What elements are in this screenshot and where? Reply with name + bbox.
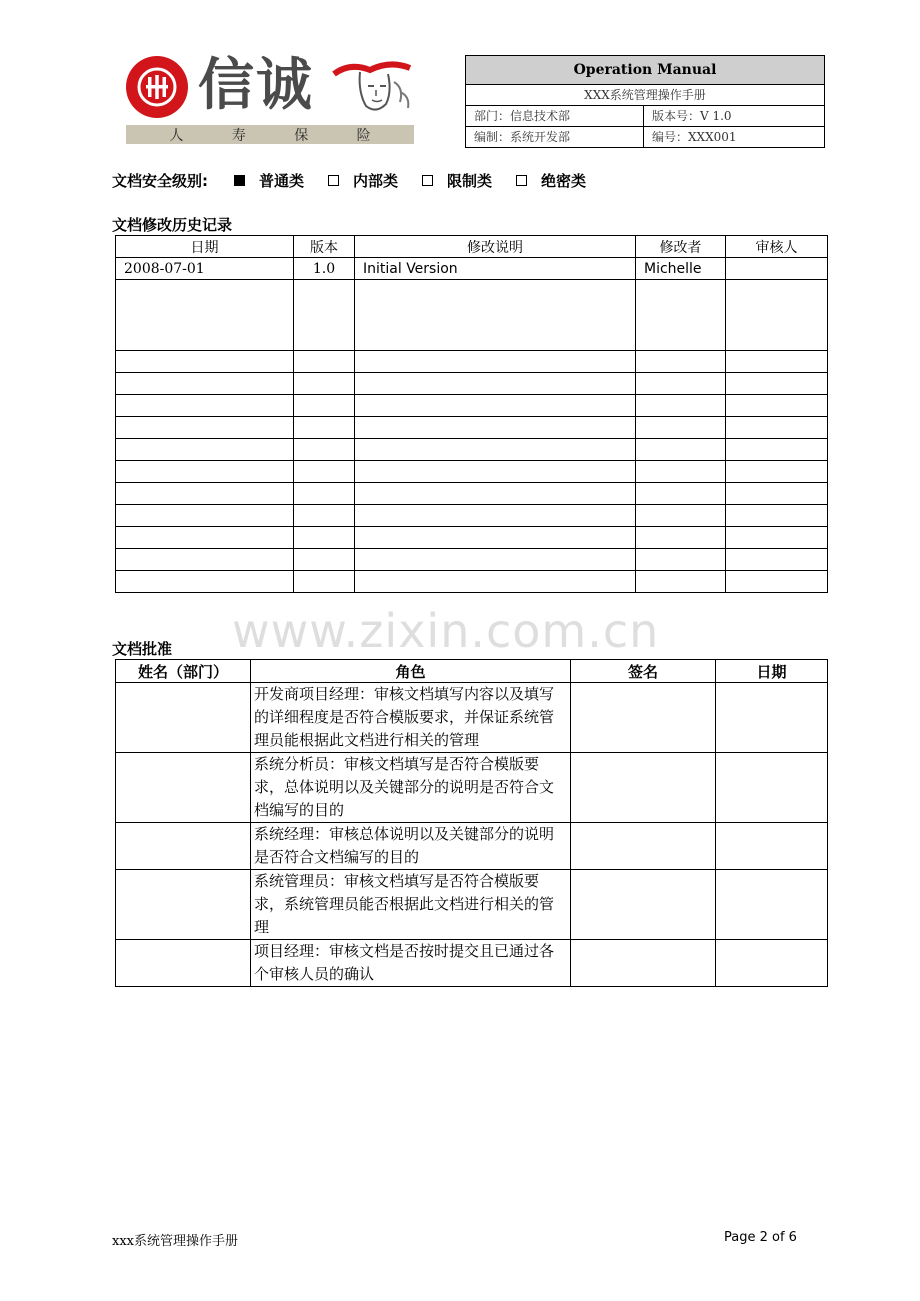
table-cell [116,373,294,395]
author-field: 编制：系统开发部 [466,127,644,147]
table-cell [726,395,828,417]
table-cell [116,549,294,571]
table-row-empty [116,417,828,439]
table-cell [116,483,294,505]
logo-figure-illustration [330,52,416,122]
table-row-empty [116,505,828,527]
doc-id-field: 编号：XXX001 [652,130,737,144]
col-header-date: 日期 [716,660,828,683]
table-row-empty [116,483,828,505]
table-cell [294,373,355,395]
table-cell [116,439,294,461]
table-cell [294,351,355,373]
table-cell [355,483,636,505]
table-cell [116,417,294,439]
table-cell [726,571,828,593]
table-row-empty [116,461,828,483]
cell-name [116,870,251,940]
watermark: www.zixin.com.cn [232,604,660,658]
cell-name [116,753,251,823]
table-cell [355,571,636,593]
table-cell [726,373,828,395]
security-option-normal[interactable] [234,170,304,191]
cell-role: 开发商项目经理：审核文档填写内容以及填写的详细程度是否符合模版要求，并保证系统管理员能根据此文档进行相关的管理 [251,683,571,753]
cell-description: Initial Version [355,258,636,280]
col-header-signature: 签名 [571,660,716,683]
table-cell [116,461,294,483]
table-row [116,823,828,870]
checkbox-checked-icon[interactable] [234,175,245,186]
table-row [116,753,828,823]
cell-date [716,940,828,987]
table-cell [636,439,726,461]
table-row-empty [116,395,828,417]
table-cell [294,483,355,505]
table-cell [636,395,726,417]
table-cell [636,549,726,571]
cell-date [716,870,828,940]
security-option-label: 限制类 [447,171,493,190]
col-header-date: 日期 [116,236,294,258]
cell-date [716,753,828,823]
header-info-box [465,55,825,148]
manual-title: Operation Manual [466,56,824,85]
security-level-label: 文档安全级别: [112,171,208,190]
company-logo-emblem [126,56,188,118]
table-cell [355,417,636,439]
table-cell [636,527,726,549]
security-level-row [112,170,610,190]
table-cell [355,461,636,483]
table-cell [294,461,355,483]
table-row-empty [116,571,828,593]
table-cell [726,505,828,527]
table-cell [294,549,355,571]
approval-table [115,659,828,987]
logo-subtitle-bar [126,125,414,144]
table-cell [726,527,828,549]
table-cell [294,417,355,439]
emblem-icon [134,67,180,107]
table-cell [355,395,636,417]
table-cell [726,439,828,461]
table-cell [636,571,726,593]
col-header-description: 修改说明 [355,236,636,258]
security-option-internal[interactable] [328,170,398,191]
revision-history-table [115,235,828,593]
doc-name: XXX系统管理操作手册 [584,88,706,102]
footer-doc-name: xxx系统管理操作手册 [112,1234,238,1249]
table-cell [726,280,828,351]
cell-signature [571,823,716,870]
cell-reviewer [726,258,828,280]
table-cell [636,505,726,527]
checkbox-empty-icon[interactable] [328,175,339,186]
col-header-role: 角色 [251,660,571,683]
footer-page-number: Page 2 of 6 [724,1230,797,1245]
table-header-row [116,236,828,258]
table-cell [355,280,636,351]
col-header-author: 修改者 [636,236,726,258]
security-option-label: 绝密类 [541,171,587,190]
col-header-reviewer: 审核人 [726,236,828,258]
table-row-empty [116,527,828,549]
table-row [116,683,828,753]
table-row-empty [116,439,828,461]
table-cell [636,280,726,351]
col-header-name: 姓名（部门） [116,660,251,683]
security-option-label: 普通类 [259,171,305,190]
version-field: 版本号：V 1.0 [652,109,732,123]
table-row-empty [116,280,828,351]
table-cell [294,505,355,527]
cell-role: 系统分析员：审核文档填写是否符合模版要求，总体说明以及关键部分的说明是否符合文档编写的目的 [251,753,571,823]
cell-date [716,823,828,870]
table-cell [726,351,828,373]
cell-author: Michelle [636,258,726,280]
security-option-restricted[interactable] [422,170,492,191]
col-header-version: 版本 [294,236,355,258]
header-row-author [466,127,824,147]
table-cell [726,549,828,571]
cell-role: 系统管理员：审核文档填写是否符合模版要求，系统管理员能否根据此文档进行相关的管理 [251,870,571,940]
table-cell [355,505,636,527]
table-cell [116,527,294,549]
history-section-title: 文档修改历史记录 [112,216,233,234]
cell-date: 2008-07-01 [116,258,294,280]
cell-role: 项目经理：审核文档是否按时提交且已通过各个审核人员的确认 [251,940,571,987]
cell-signature [571,870,716,940]
dept-field: 部门：信息技术部 [466,106,644,126]
checkbox-empty-icon[interactable] [422,175,433,186]
table-cell [636,417,726,439]
table-row [116,258,828,280]
table-cell [636,351,726,373]
table-cell [355,549,636,571]
cell-version: 1.0 [294,258,355,280]
table-row-empty [116,373,828,395]
cell-signature [571,940,716,987]
logo-subtitle: 人 寿 保 险 [169,127,393,144]
table-cell [294,527,355,549]
table-cell [294,439,355,461]
cell-date [716,683,828,753]
table-header-row [116,660,828,683]
table-row-empty [116,549,828,571]
table-cell [726,483,828,505]
header-row-dept [466,106,824,127]
table-cell [636,483,726,505]
security-option-secret[interactable] [516,170,586,191]
table-cell [636,373,726,395]
cell-signature [571,753,716,823]
table-cell [116,571,294,593]
table-cell [294,571,355,593]
table-cell [355,439,636,461]
table-row-empty [116,351,828,373]
table-cell [116,505,294,527]
table-cell [116,280,294,351]
table-cell [294,280,355,351]
table-cell [355,373,636,395]
approval-section-title: 文档批准 [112,640,173,658]
cell-name [116,823,251,870]
company-logo-name: 信诚 [198,53,314,118]
table-row [116,940,828,987]
table-cell [726,461,828,483]
cell-signature [571,683,716,753]
table-cell [294,395,355,417]
cell-name [116,940,251,987]
table-cell [355,351,636,373]
table-cell [636,461,726,483]
cell-role: 系统经理：审核总体说明以及关键部分的说明是否符合文档编写的目的 [251,823,571,870]
table-cell [116,351,294,373]
cell-name [116,683,251,753]
table-row [116,870,828,940]
checkbox-empty-icon[interactable] [516,175,527,186]
table-cell [726,417,828,439]
table-cell [355,527,636,549]
security-option-label: 内部类 [353,171,399,190]
header-row-docname [466,85,824,106]
table-cell [116,395,294,417]
